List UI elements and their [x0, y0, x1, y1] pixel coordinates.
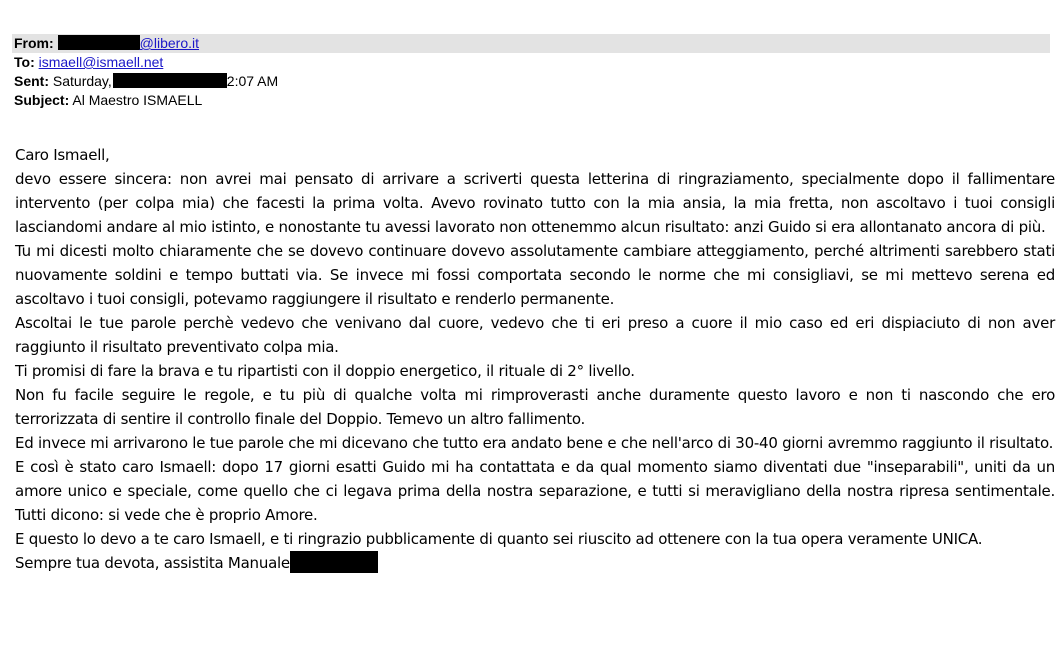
redacted-date: [113, 73, 227, 88]
from-label: From:: [14, 35, 54, 51]
to-email-link[interactable]: ismaell@ismaell.net: [38, 54, 164, 70]
sent-label: Sent:: [14, 73, 49, 89]
sent-time: 2:07 AM: [226, 73, 279, 89]
letter-paragraph: Tu mi dicesti molto chiaramente che se dovevo continuare dovevo assolutamente cambiare atteggiamento, perché altrimenti sarebbero stati nuovamente soldini e tempo buttati via. Se invece mi fossi comportata secondo le norme che mi consigliavi, se mi mettevo serena ed ascoltavo i tuoi consigli, potevamo raggiungere il risultato e renderlo permanente.: [15, 242, 1055, 308]
letter-closing: Sempre tua devota, assistita Manuale: [15, 554, 290, 572]
letter-greeting: Caro Ismaell,: [15, 146, 110, 164]
letter-paragraph: E così è stato caro Ismaell: dopo 17 giorni esatti Guido mi ha contattata e da qual momento siamo diventati due "inseparabili", uniti da un amore unico e speciale, come quello che ci legava prima della nostra separazione, e tutti si meravigliano della nostra ripresa sentimentale. Tutti dicono: si vede che è proprio Amore.: [15, 458, 1055, 524]
subject-value: Al Maestro ISMAELL: [72, 92, 203, 108]
to-row: [14, 53, 1050, 72]
subject-label: Subject:: [14, 92, 70, 108]
letter-paragraph: Ascoltai le tue parole perchè vedevo che venivano dal cuore, vedevo che ti eri preso a cuore il mio caso ed eri dispiaciuto di non aver raggiunto il risultato preventivato colpa mia.: [15, 314, 1055, 356]
from-row: [12, 34, 1050, 53]
email-header: [14, 34, 1050, 110]
letter-closing-row: [15, 551, 1055, 575]
from-email-link[interactable]: @libero.it: [139, 35, 200, 51]
letter-body: [15, 143, 1055, 575]
redacted-signature: [290, 551, 378, 573]
letter-paragraph: Ed invece mi arrivarono le tue parole che mi dicevano che tutto era andato bene e che nell'arco di 30-40 giorni avremmo raggiunto il risultato.: [15, 434, 1054, 452]
sent-day: Saturday,: [52, 73, 112, 89]
subject-row: [14, 91, 1050, 110]
letter-paragraph: Non fu facile seguire le regole, e tu più di qualche volta mi rimproverasti anche duramente questo lavoro e non ti nascondo che ero terrorizzata di sentire il controllo finale del Doppio. Temevo un altro fallimento.: [15, 386, 1055, 428]
letter-paragraph: devo essere sincera: non avrei mai pensato di arrivare a scriverti questa letterina di ringraziamento, specialmente dopo il fallimentare intervento (per colpa mia) che facesti la prima volta. Avevo rovinato tutto con la mia ansia, la mia fretta, non ascoltavo i tuoi consigli lasciandomi andare al mio istinto, e nonostante tu avessi lavorato non ottenemmo alcun risultato: anzi Guido si era allontanato ancora di più.: [15, 170, 1055, 236]
letter-paragraph: E questo lo devo a te caro Ismaell, e ti ringrazio pubblicamente di quanto sei riuscito ad ottenere con la tua opera veramente UNICA.: [15, 530, 983, 548]
letter-paragraph: Ti promisi di fare la brava e tu ripartisti con il doppio energetico, il rituale di 2° livello.: [15, 362, 635, 380]
redacted-sender-name: [58, 35, 140, 50]
sent-row: [14, 72, 1050, 91]
to-label: To:: [14, 54, 35, 70]
